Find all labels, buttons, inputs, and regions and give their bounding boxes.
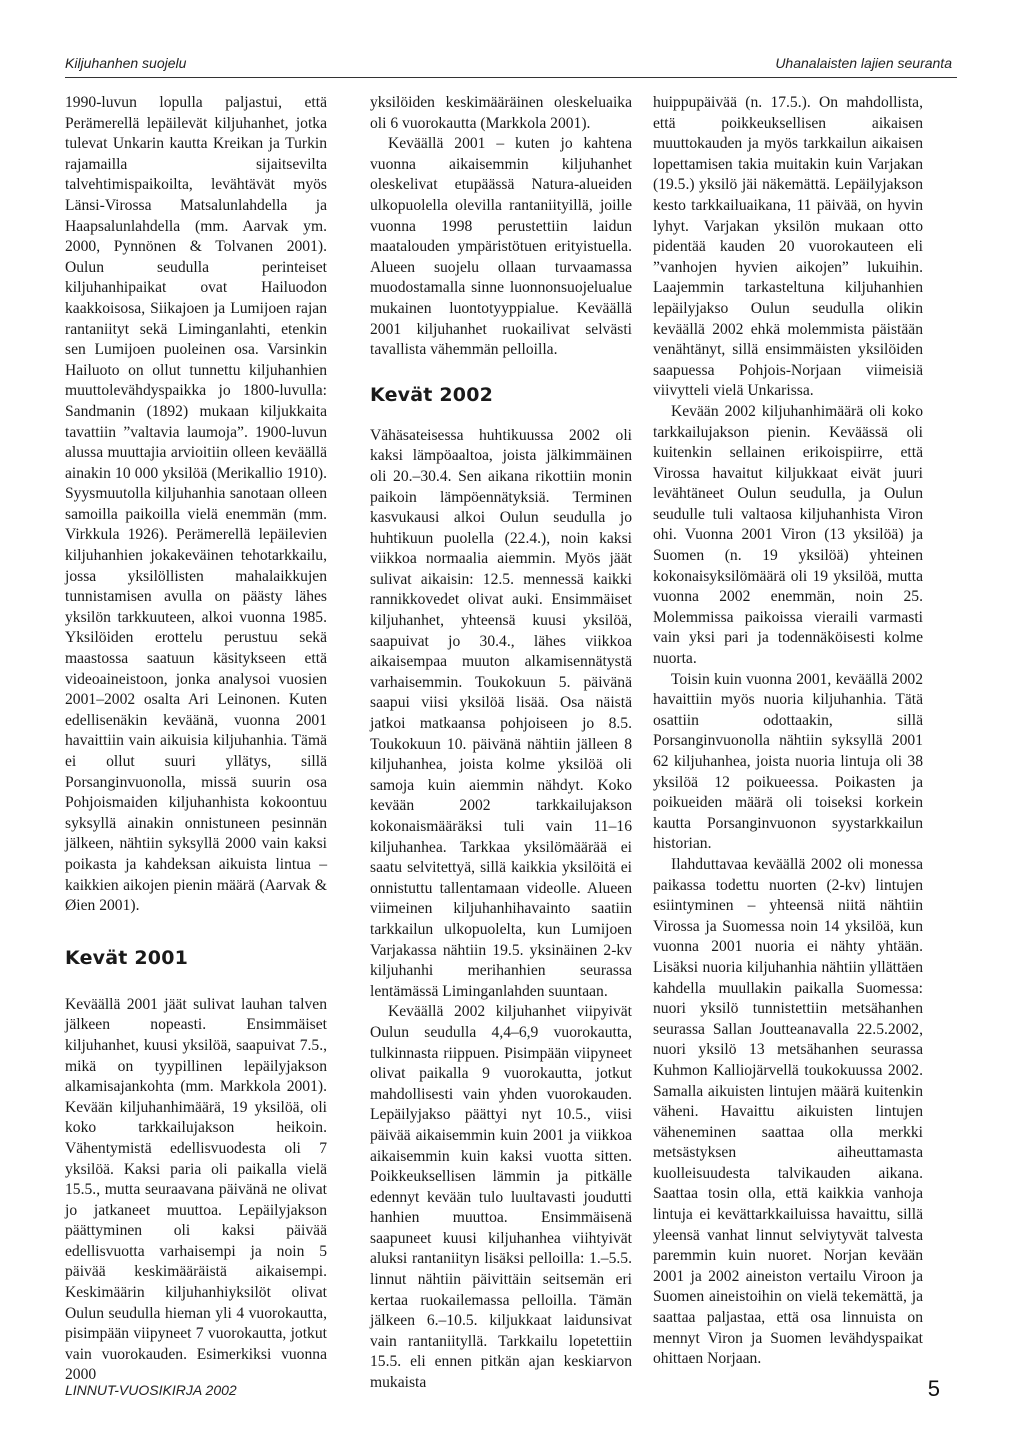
paragraph: Keväällä 2001 – kuten jo kahtena vuonna aikaisemmin kiljuhanhet oleskelivat etupäässä Natura-alueiden ulkopuolella olevilla rantaniityillä, joille vuonna 1998 perustettiin laidun maatalouden ympäristötuen erityistuella. Alueen suojelu ollaan turvaamassa muodostamalla sinne luonnonsuojelualue mukainen luontotyyppialue. Keväällä 2001 kiljuhanhet ruokailivat selvästi tavallista vähemmän pelloilla. (370, 135, 632, 359)
paragraph: Toisin kuin vuonna 2001, keväällä 2002 havaittiin myös nuoria kiljuhanhia. Tätä osattiin odottaakin, sillä Porsanginvuonolla nähtiin syksyllä 2001 62 kiljuhanhea, joista nuoria lintuja oli 38 yksilöä 12 poikueessa. Poikasten ja poikueiden määrä oli toiseksi korkein kautta Porsanginvuonon syystarkkailun historian. (653, 670, 923, 853)
footer-publication: LINNUT-VUOSIKIRJA 2002 (65, 1382, 237, 1398)
running-header-left: Kiljuhanhen suojelu (65, 55, 187, 71)
paragraph: Keväällä 2001 jäät sulivat lauhan talven jälkeen nopeasti. Ensimmäiset kiljuhanhet, kuusi yksilöä, saapuivat 7.5., mikä on tyypillinen lepäilyjakson alkamisajankohta (mm. Markkola 2001). Kevään kiljuhanhimäärä, 19 yksilöä, oli koko tarkkailujakson heikoin. Vähentymistä edellisvuodesta oli 7 yksilöä. Kaksi paria oli paikalla vielä 15.5., mutta seuraavana päivänä ne olivat jo jatkaneet muuttoa. Lepäilyjakson päättyminen oli kaksi päivää edellisvuotta varhaisempi ja noin 5 päivää keskimääräistä aikaisempi. Keskimäärin kiljuhanhiyksilöt olivat Oulun seudulla hieman yli 4 vuorokautta, pisimpään viipyneet 7 vuorokautta, jotkut vain vuorokauden. Esimerkiksi vuonna 2000 (65, 995, 327, 1384)
paragraph: Vähäsateisessa huhtikuussa 2002 oli kaksi lämpöaaltoa, joista jälkimmäinen oli 20.–30.4. Sen aikana rikottiin monin paikoin lämpöennätyksiä. Terminen kasvukausi alkoi Oulun seudulla jo huhtikuun puolella (22.4.), noin kaksi viikkoa normaalia aiemmin. Myös jäät sulivat aikaisin: 12.5. mennessä kaikki rannikkovedet olivat auki. Ensimmäiset kiljuhanhet, yhteensä kuusi yksilöä, saapuivat jo 30.4., lähes viikkoa aikaisempaa muuton alkamisennätystä varhaisemmin. Toukokuun 5. päivänä saapui viisi yksilöä lisää. Osa näistä jatkoi matkaansa pohjoiseen jo 8.5. Toukokuun 10. päivänä nähtiin jälleen 8 kiljuhanhea, joista kolme yksilöä oli samoja kuin aiemmin nähdyt. Koko kevään 2002 tarkkailujakson kokonaismääräksi tuli vain 11–16 kiljuhanhea. Tarkkaa yksilömäärää ei saatu selvitettyä, sillä kaikkia yksilöitä ei onnistuttu tallentamaan videolle. Alueen viimeinen kiljuhanhihavainto saatiin tarkkailun ulkopuolelta, kun Lumijoen Varjakassa nähtiin 19.5. yksinäinen 2-kv kiljuhanhi merihanhien seurassa lentämässä Liminganlahden suuntaan. (370, 426, 632, 1000)
paragraph: Ilahduttavaa keväällä 2002 oli monessa paikassa todettu nuorten (2-kv) lintujen esiintyminen – yhteensä niitä nähtiin Virossa ja Suomessa noin 14 yksilöä, kun vuonna 2001 nuoria ei nähty yhtään. Lisäksi nuoria kiljuhanhia nähtiin yllättäen kahdella muullakin paikalla Suomessa: nuori yksilö tunnistettiin metsähanhen seurassa Sallan Joutteanavalla 22.5.2002, nuori yksilö 13 metsähanhen seurassa Kuhmon Kalliojärvellä toukokuussa 2002. Samalla aikuisten lintujen määrä kuitenkin väheni. Havaittu aikuisten lintujen väheneminen saattaa olla merkki metsästyksen aiheuttamasta kuolleisuudesta talvikauden aikana. Saattaa tosin olla, että kaikkia vanhoja lintuja ei kevättarkkailuissa havaittu, sillä yleensä vanhat linnut selviytyvät talvesta paremmin kuin nuoret. Norjan kevään 2001 ja 2002 aineiston vertailu Viroon ja Suomen aineistoihin on vielä tekemättä, ja saattaa paljastaa, että osa linnuista on mennyt Viron ja Suomen levähdyspaikat ohittaen Norjaan. (653, 855, 923, 1368)
header-rule (65, 77, 957, 78)
column-2 (370, 93, 632, 1394)
section-heading-spring-2002: Kevät 2002 (370, 383, 494, 406)
running-header-right: Uhanalaisten lajien seuranta (775, 55, 952, 71)
section-heading-spring-2001: Kevät 2001 (65, 946, 189, 969)
paragraph: Kevään 2002 kiljuhanhimäärä oli koko tarkkailujakson pienin. Keväässä oli kuitenkin sellainen erikoispiirre, että Virossa havaitut kiljukkaat eivät juuri levähtäneet Oulun seudulla, ja Oulun seudulle tuli valtaosa kiljuhanhista Viron ohi. Vuonna 2001 Viron (13 yksilöä) ja Suomen (n. 19 yksilöä) yhteinen kokonaisyksilömäärä oli 19 yksilöä, mutta vuonna 2002 enemmän, noin 25. Molemmissa paikoissa vieraili varmasti vain yksi pari ja todennäköisesti kolme nuorta. (653, 402, 923, 668)
column-1 (65, 93, 327, 1386)
paragraph: 1990-luvun lopulla paljastui, että Perämerellä lepäilevät kiljuhanhet, jotka tulevat Unkarin kautta Kreikan ja Turkin rajamailla sijaitsevilta talvehtimispaikoilta, levähtävät myös Länsi-Virossa Matsalunlahdella ja Haapsalunlahdella (mm. Aarvak ym. 2000, Pynnönen & Tolvanen 2001). Oulun seudulla perinteiset kiljuhanhipaikat ovat Hailuodon kaakkoisosa, Siikajoen ja Lumijoen rajan rantaniityt sekä Liminganlahti, etenkin sen Lumijoen puoleinen osa. Varsinkin Hailuoto on ollut tunnettu kiljuhanhien muuttolevähdyspaikka jo 1800-luvulla: Sandmanin (1892) mukaan kiljukkaita tavattiin ”valtavia laumoja”. 1900-luvun alussa muuttajia arvioitiin olleen keväällä ainakin 10 000 yksilöä (Merikallio 1910). Syysmuutolla kiljuhanhia sanotaan olleen samoilla paikoilla vielä enemmän (mm. Virkkula 1926). Perämerellä lepäilevien kiljuhanhien jokakeväinen tehotarkkailu, jossa yksilöllisten mahalaikkujen tunnistamisen avulla on päästy lähes yksilön tarkkuuteen, alkoi vuonna 1985. Yksilöiden erottelu perustuu sekä maastossa saatuun käsitykseen että videoaineistoon, jonka analysoi vuosien 2001–2002 osalta Ari Leinonen. Kuten edellisenäkin keväänä, vuonna 2001 havaittiin vain aikuisia kiljuhanhia. Tämä ei ollut suuri yllätys, sillä Porsanginvuonolla, missä suurin osa Pohjoismaiden kiljuhanhista kokoontuu syksyllä ainakin onnistuneen pesinnän jälkeen, nähtiin syksyllä 2000 vain kaksi poikasta ja kahdeksan aikuista lintua – kaikkien aikojen pienin määrä (Aarvak & Øien 2001). (65, 94, 327, 915)
paragraph: huippupäivää (n. 17.5.). On mahdollista, että poikkeuksellisen aikaisen muuttokauden ja myös tarkkailun aikaisen lopettamisen takia muitakin kuin Varjakan (19.5.) yksilö jäi näkemättä. Lepäilyjakson kesto tarkkailuaikana, 11 päivää, on hyvin lyhyt. Varjakan yksilön mukaan otto pidentää kauden 20 vuorokauteen eli ”vanhojen hyvien aikojen” lukuihin. Laajemmin tarkasteltuna kiljuhanhien lepäilyjakso Oulun seudulla olikin keväällä 2002 ehkä molemmista päistään venähtänyt, sillä ensimmäisten yksilöiden saapuessa Pohjois-Norjaan viimeisiä viivytteli vielä Unkarissa. (653, 94, 923, 400)
page-number: 5 (927, 1376, 940, 1401)
paragraph: yksilöiden keskimääräinen oleskeluaika oli 6 vuorokautta (Markkola 2001). (370, 94, 632, 132)
column-3 (653, 93, 923, 1370)
paragraph: Keväällä 2002 kiljuhanhet viipyivät Oulun seudulla 4,4–6,9 vuorokautta, tulkinnasta riippuen. Pisimpään viipyneet olivat paikalla 9 vuorokautta, jotkut mahdollisesti vain yhden vuorokauden. Lepäilyjakso päättyi nyt 10.5., viisi päivää aikaisemmin kuin 2001 ja viikkoa aikaisemmin kuin kaksi vuotta sitten. Poikkeuksellisen lämmin ja pitkälle edennyt kevään tulo luultavasti joudutti hanhien muuttoa. Ensimmäisenä saapuneet kuusi kiljuhanhea viihtyivät aluksi rantaniityn lisäksi pelloilla: 1.–5.5. linnut nähtiin päivittäin seitsemän eri kertaa ruokailemassa pelloilla. Tämän jälkeen 6.–10.5. kiljukkaat laidunsivat vain rantaniityllä. Tarkkailu lopetettiin 15.5. eli ennen pitkän ajan keskiarvon mukaista (370, 1003, 632, 1392)
